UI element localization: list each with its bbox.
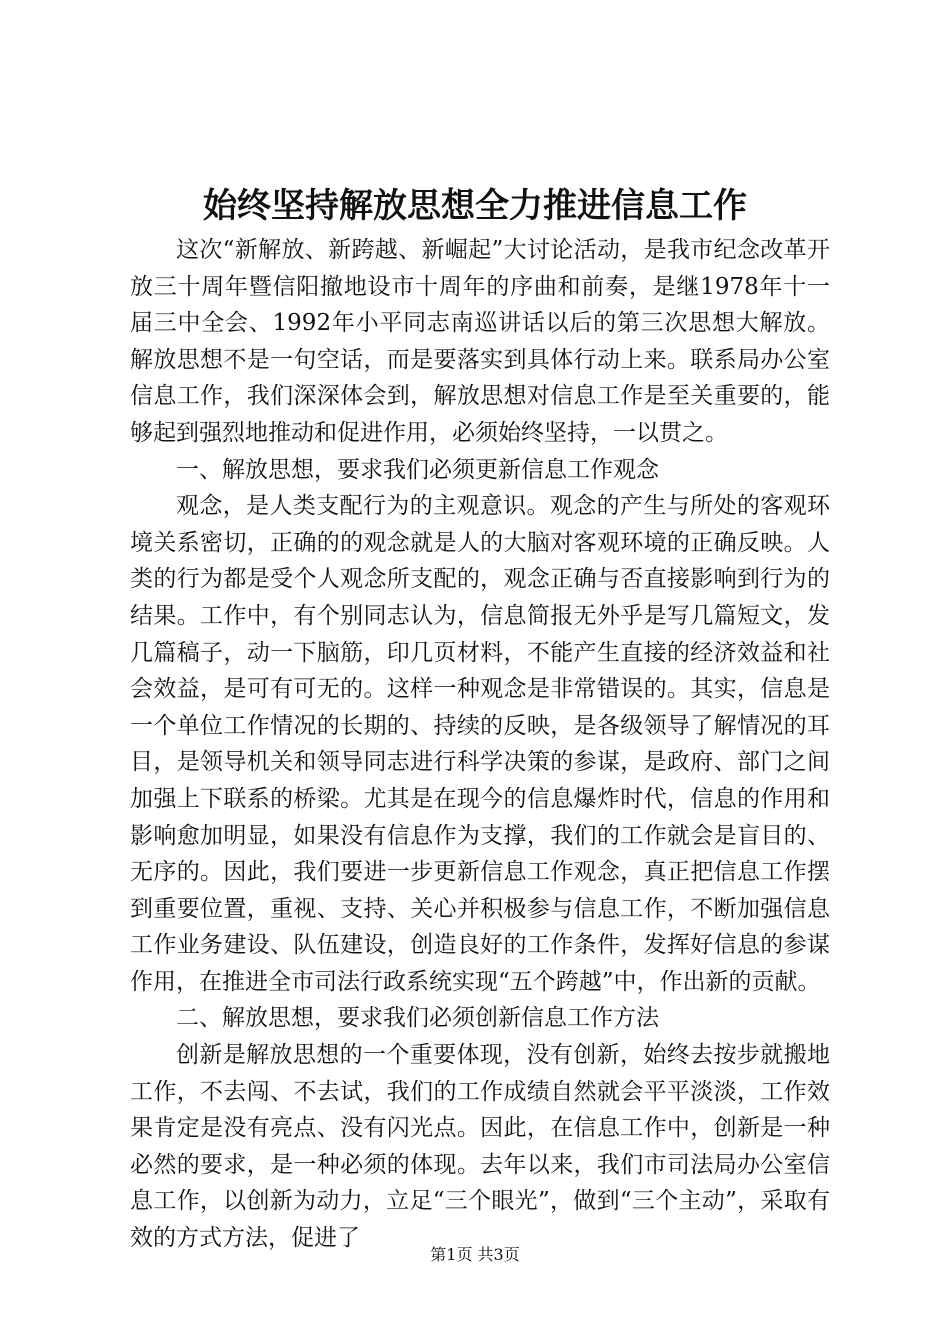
- intro-paragraph: 这次“新解放、新跨越、新崛起”大讨论活动，是我市纪念改革开放三十周年暨信阳撤地设市十周年的序曲和前奏，是继1978年十一届三中全会、1992年小平同志南巡讲话以后的第三次思想大解放。解放思想不是一句空话，而是要落实到具体行动上来。联系局办公室信息工作，我们深深体会到，解放思想对信息工作是至关重要的，能够起到强烈地推动和促进作用，必须始终坚持，一以贯之。: [130, 237, 830, 446]
- page-footer: 第1页 共3页: [430, 1245, 520, 1264]
- section-1-paragraph: 观念，是人类支配行为的主观意识。观念的产生与所处的客观环境关系密切，正确的的观念就是人的大脑对客观环境的正确反映。人类的行为都是受个人观念所支配的，观念正确与否直接影响到行为的结果。工作中，有个别同志认为，信息简报无外乎是写几篇短文，发几篇稿子，动一下脑筋，印几页材料，不能产生直接的经济效益和社会效益，是可有可无的。这样一种观念是非常错误的。其实，信息是一个单位工作情况的长期的、持续的反映，是各级领导了解情况的耳目，是领导机关和领导同志进行科学决策的参谋，是政府、部门之间加强上下联系的桥梁。尤其是在现今的信息爆炸时代，信息的作用和影响愈加明显，如果没有信息作为支撑，我们的工作就会是盲目的、无序的。因此，我们要进一步更新信息工作观念，真正把信息工作摆到重要位置，重视、支持、关心并积极参与信息工作，不断加强信息工作业务建设、队伍建设，创造良好的工作条件，发挥好信息的参谋作用，在推进全市司法行政系统实现“五个跨越”中，作出新的贡献。: [130, 493, 830, 995]
- section-heading-2: 二、解放思想，要求我们必须创新信息工作方法: [176, 1005, 659, 1032]
- section-2-paragraph: 创新是解放思想的一个重要体现，没有创新，始终去按步就搬地工作，不去闯、不去试，我们的工作成绩自然就会平平淡淡，工作效果肯定是没有亮点、没有闪光点。因此，在信息工作中，创新是一种必然的要求，是一种必须的体现。去年以来，我们市司法局办公室信息工作，以创新为动力，立足“三个眼光”，做到“三个主动”，采取有效的方式方法，促进了: [130, 1042, 830, 1252]
- document-title: 始终坚持解放思想全力推进信息工作: [203, 186, 747, 226]
- section-heading-1: 一、解放思想，要求我们必须更新信息工作观念: [176, 456, 659, 483]
- document-body: [130, 232, 830, 1257]
